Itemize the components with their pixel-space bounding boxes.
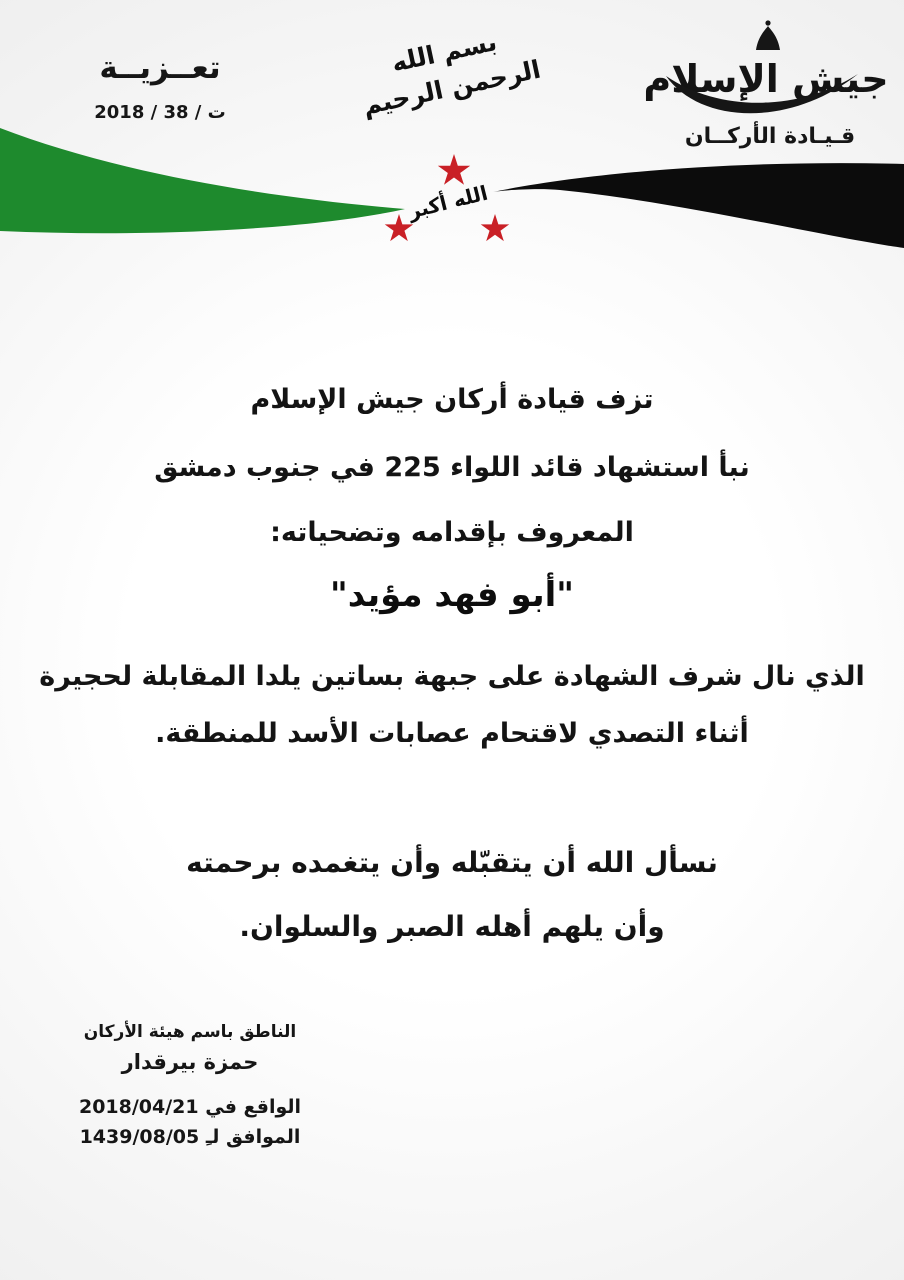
announcement-line-2: نبأ استشهاد قائد اللواء 225 في جنوب دمشق: [154, 452, 750, 483]
announcement-line-5: أثناء التصدي لاقتحام عصابات الأسد للمنطقة.: [155, 718, 749, 749]
red-star-top-icon: [438, 154, 470, 185]
org-name-calligraphy: جيش الإسلام: [643, 57, 889, 101]
announcement-line-3: المعروف بإقدامه وتضحياته:: [270, 517, 634, 548]
martyr-name: "أبو فهد مؤيد": [330, 575, 574, 615]
document-reference-number: ت / 38 / 2018: [94, 102, 226, 123]
spokesman-name: حمزة بيرقدار: [121, 1050, 259, 1074]
document-title-block: [60, 50, 260, 123]
jaysh-al-islam-logo: [638, 18, 890, 136]
signature-block: [40, 1020, 340, 1170]
logo-hamza-glyph: ء: [762, 96, 770, 114]
announcement-line-1: تزف قيادة أركان جيش الإسلام: [250, 384, 654, 415]
red-star-right-icon: [481, 214, 510, 241]
date-gregorian: الواقع في 2018/04/21: [78, 1096, 302, 1118]
org-subtitle: قـيـادة الأركــان: [684, 124, 856, 149]
dome-finial-icon: [765, 20, 770, 25]
prayer-line-1: نسأل الله أن يتقبّله وأن يتغمده برحمته: [186, 846, 718, 879]
mosque-dome-icon: [756, 26, 780, 50]
announcement-line-4: الذي نال شرف الشهادة على جبهة بساتين يلدا المقابلة لحجيرة: [39, 661, 865, 692]
spokesman-role: الناطق باسم هيئة الأركان: [83, 1022, 297, 1042]
green-wave-shape: [0, 128, 405, 233]
date-hijri: الموافق لـِ 1439/08/05: [79, 1126, 301, 1148]
takbir-calligraphy: الله أكبر: [405, 180, 491, 224]
prayer-line-2: وأن يلهم أهله الصبر والسلوان.: [239, 910, 665, 943]
document-type-title: تعــزيــة: [99, 50, 221, 86]
black-wave-shape: [493, 163, 904, 248]
bismillah-calligraphy: بسم الله الرحمن الرحيم: [360, 27, 544, 121]
